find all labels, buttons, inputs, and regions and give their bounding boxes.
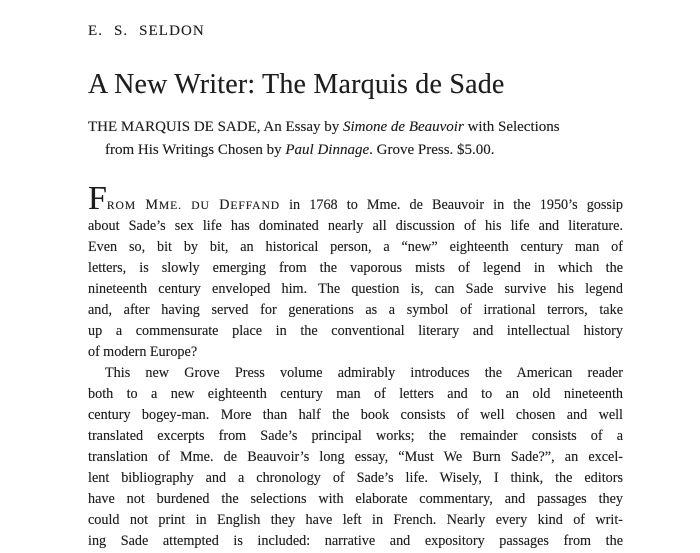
text-line: Even so, bit by bit, an historical person, a “new” eighteenth century man of <box>88 239 623 255</box>
text-line: could not print in English they have left in French. Nearly every kind of writ- <box>88 512 623 528</box>
text-line: translated excerpts from Sade’s principal works; the remainder consists of a <box>88 428 623 444</box>
italic-name: Simone de Beauvoir <box>343 119 464 135</box>
small-caps-text: ME. <box>158 199 192 212</box>
article-title: A New Writer: The Marquis de Sade <box>88 69 505 100</box>
text-line: up a commensurate place in the conventional literary and intellectual history <box>88 323 623 339</box>
drop-cap-letter: F <box>88 180 107 217</box>
text-line: and, after having served for generations as a symbol of irrational terrors, take <box>88 302 623 318</box>
text-block <box>88 0 623 552</box>
text-line: letters, is slowly emerging from the vaporous mists of legend in which the <box>88 260 623 276</box>
book-citation <box>88 116 623 162</box>
small-caps-text: DU <box>191 199 220 212</box>
paragraph-1 <box>88 180 623 363</box>
text-line: have not burdened the selections with elaborate commentary, and passages they <box>88 491 623 507</box>
text-line <box>88 139 623 162</box>
small-caps-text: D <box>219 197 231 213</box>
italic-name: Paul Dinnage <box>285 142 370 158</box>
text-segment: . Grove Press. $5.00. <box>369 142 495 158</box>
text-line: nineteenth century enveloped him. The question is, can Sade survive his legend <box>88 281 623 297</box>
text-line: about Sade’s sex life has dominated nearly all discussion of his life and literature. <box>88 218 623 234</box>
small-caps-text: EFFAND <box>230 199 280 212</box>
text-line: of modern Europe? <box>88 344 198 360</box>
article-body <box>88 180 623 552</box>
paragraph-2 <box>88 363 623 552</box>
text-segment: with Selections <box>463 119 560 135</box>
text-line: translation of Mme. de Beauvoir’s long essay, “Must We Burn Sade?”, an excel- <box>88 449 623 465</box>
text-segment: in 1768 to Mme. de Beauvoir in the 1950’s gossip <box>280 197 623 213</box>
author-byline: E. S. SELDON <box>88 23 205 39</box>
small-caps-text: ROM <box>106 199 146 212</box>
text-line <box>88 180 623 217</box>
text-segment: THE MARQUIS DE SADE, An Essay by <box>88 119 343 135</box>
text-line: lent bibliography and a chronology of Sade’s life. Wisely, I think, the editors <box>88 470 623 486</box>
text-line <box>88 116 623 139</box>
small-caps-text: M <box>145 197 159 213</box>
text-line: This new Grove Press volume admirably introduces the American reader <box>105 365 623 381</box>
text-line: century bogey-man. More than half the book consists of well chosen and well <box>88 407 623 423</box>
text-line: ing Sade attempted is included: narrative and expository passages from the <box>88 533 623 549</box>
text-line: both to a new eighteenth century man of letters and to an old nineteenth <box>88 386 623 402</box>
text-segment: from His Writings Chosen by <box>105 142 286 158</box>
